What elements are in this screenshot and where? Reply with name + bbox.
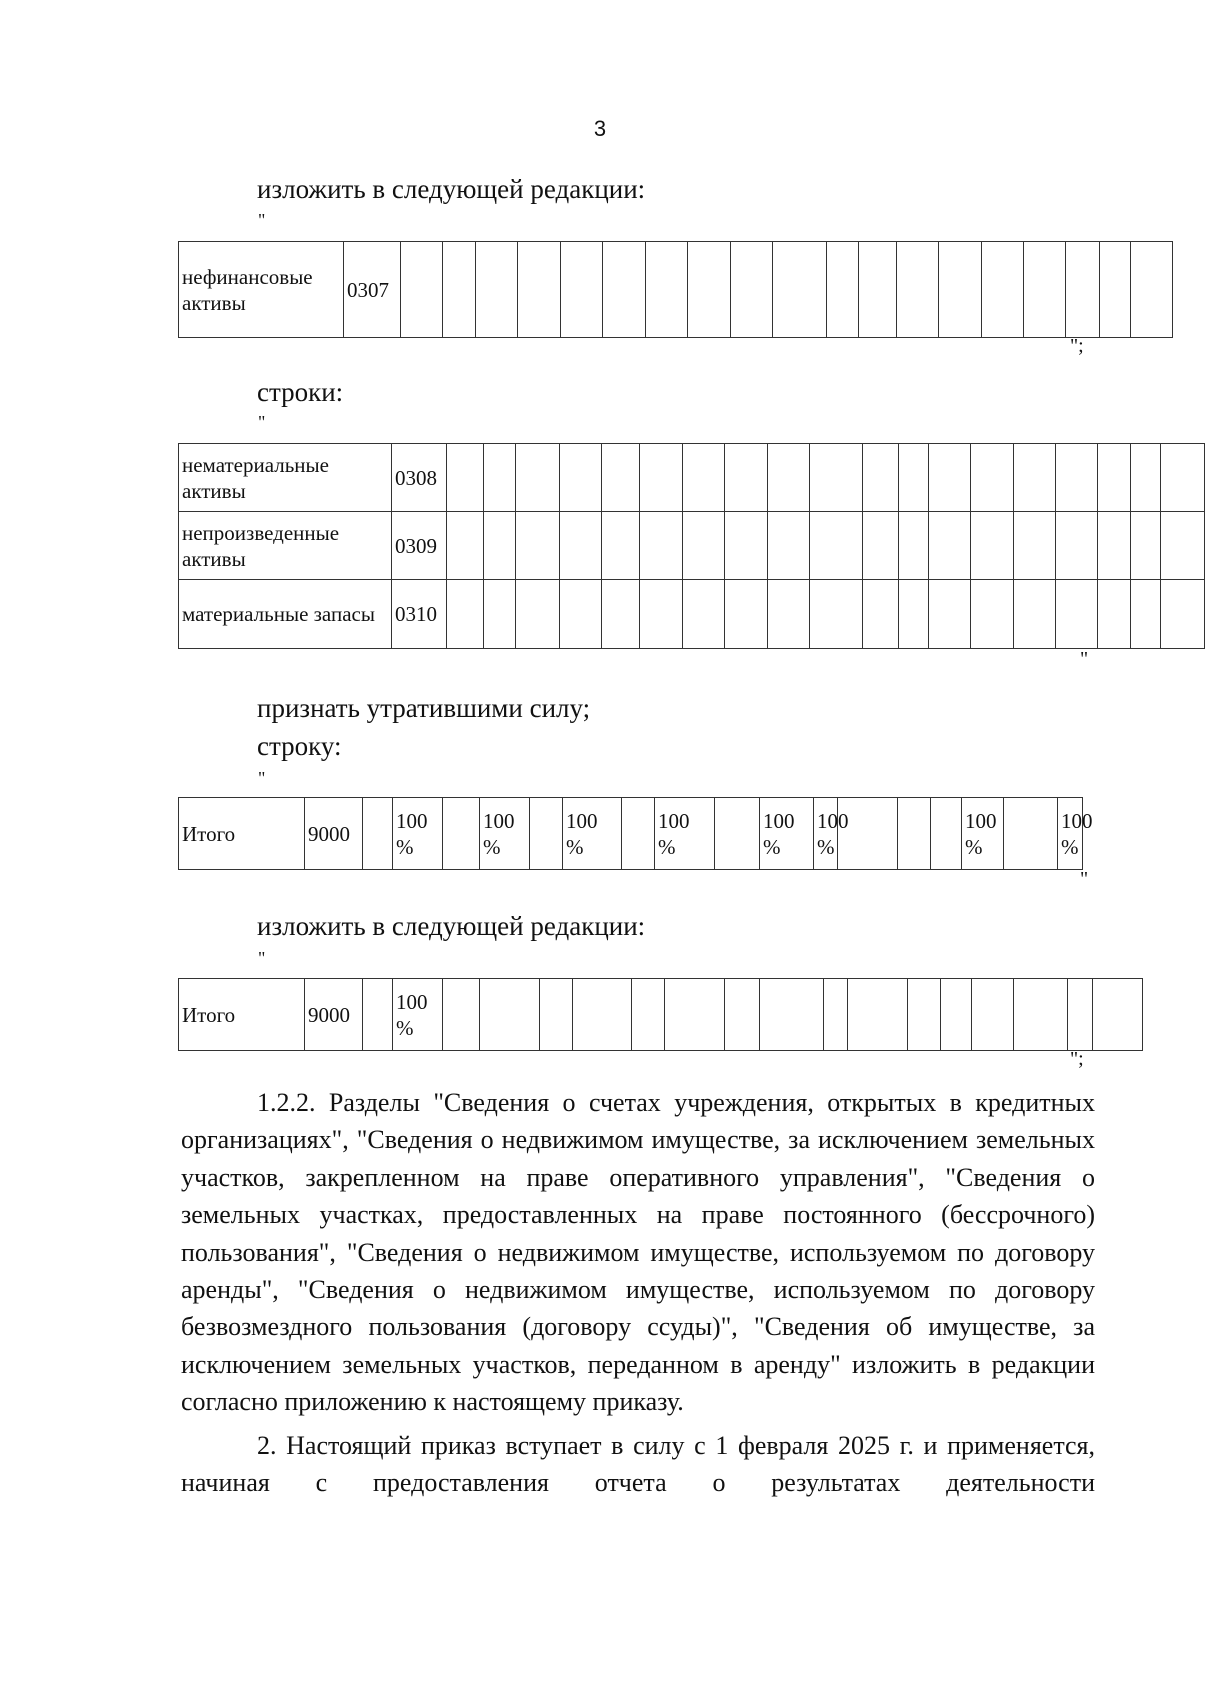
table-nonfinancial-assets <box>178 241 1173 338</box>
table-row <box>179 512 1205 580</box>
table-cell: 100 % <box>814 798 838 870</box>
row-code: 0309 <box>392 512 447 580</box>
quote-open-3: " <box>258 768 266 788</box>
table-cell: 100 % <box>760 798 814 870</box>
table-total-new <box>178 978 1143 1051</box>
quote-open-1: " <box>258 210 266 230</box>
table-cell <box>931 798 962 870</box>
row-code: 0307 <box>344 242 401 338</box>
table-cell <box>530 798 563 870</box>
table-cell: 100 % <box>393 798 443 870</box>
paragraph-2: 2. Настоящий приказ вступает в силу с 1 февраля 2025 г. и применяется, начиная с предоставления отчета о результатах деятельности <box>181 1430 1095 1498</box>
row-code: 0310 <box>392 580 447 649</box>
quote-close-semicolon-4: "; <box>1070 1048 1084 1070</box>
row-label: Итого <box>179 798 305 870</box>
table-assets-rows <box>178 443 1205 649</box>
table-row <box>179 580 1205 649</box>
quote-open-2: " <box>258 412 266 432</box>
table-cell: 100 % <box>563 798 622 870</box>
table-total-old <box>178 797 1143 870</box>
row-label: нефинансовые активы <box>179 242 344 338</box>
quote-open-4: " <box>258 948 266 968</box>
quote-close-2: " <box>1080 648 1089 670</box>
instruction-row: строку: <box>257 731 342 761</box>
table-cell <box>443 798 480 870</box>
quote-close-3: " <box>1080 868 1089 890</box>
instruction-void: признать утратившими силу; <box>257 693 591 723</box>
table-cell <box>898 798 931 870</box>
paragraph-1-2-2: 1.2.2. Разделы "Сведения о счетах учреждения, открытых в кредитных организациях", "Сведения о недвижимом имуществе, за исключением земельных участков, закрепленном на праве оперативного управления", "Сведения о земельных участках, предоставленных на праве постоянного (бессрочного) пользования", "Сведения о недвижимом имуществе, используемом по договору аренды", "Сведения о недвижимом имуществе, используемом по договору безвозмездного пользования (договору ссуды)", "Сведения об имуществе, за исключением земельных участков, переданном в аренду" изложить в редакции согласно приложению к настоящему приказу. <box>181 1088 1095 1417</box>
table-row <box>179 444 1205 512</box>
table-cell <box>622 798 655 870</box>
row-label: материальные запасы <box>179 580 392 649</box>
row-code: 9000 <box>305 798 363 870</box>
row-code: 9000 <box>305 979 363 1051</box>
page-number: 3 <box>593 116 607 141</box>
table-cell: 100 % <box>655 798 715 870</box>
table-cell: 100 % <box>480 798 530 870</box>
instruction-edit-1: изложить в следующей редакции: <box>257 174 646 204</box>
table-cell: 100 % <box>962 798 1004 870</box>
table-cell <box>1004 798 1058 870</box>
table-cell: 100 % <box>393 979 443 1051</box>
instruction-edit-2: изложить в следующей редакции: <box>257 911 646 941</box>
row-label: непроизведенные активы <box>179 512 392 580</box>
table-cell <box>715 798 760 870</box>
table-cell: 100 % <box>1058 798 1083 870</box>
row-label: Итого <box>179 979 305 1051</box>
table-cell <box>363 798 393 870</box>
quote-close-semicolon-1: "; <box>1070 335 1084 357</box>
instruction-rows: строки: <box>257 377 344 407</box>
body-text <box>181 1084 1095 1501</box>
row-label: нематериальные активы <box>179 444 392 512</box>
row-code: 0308 <box>392 444 447 512</box>
